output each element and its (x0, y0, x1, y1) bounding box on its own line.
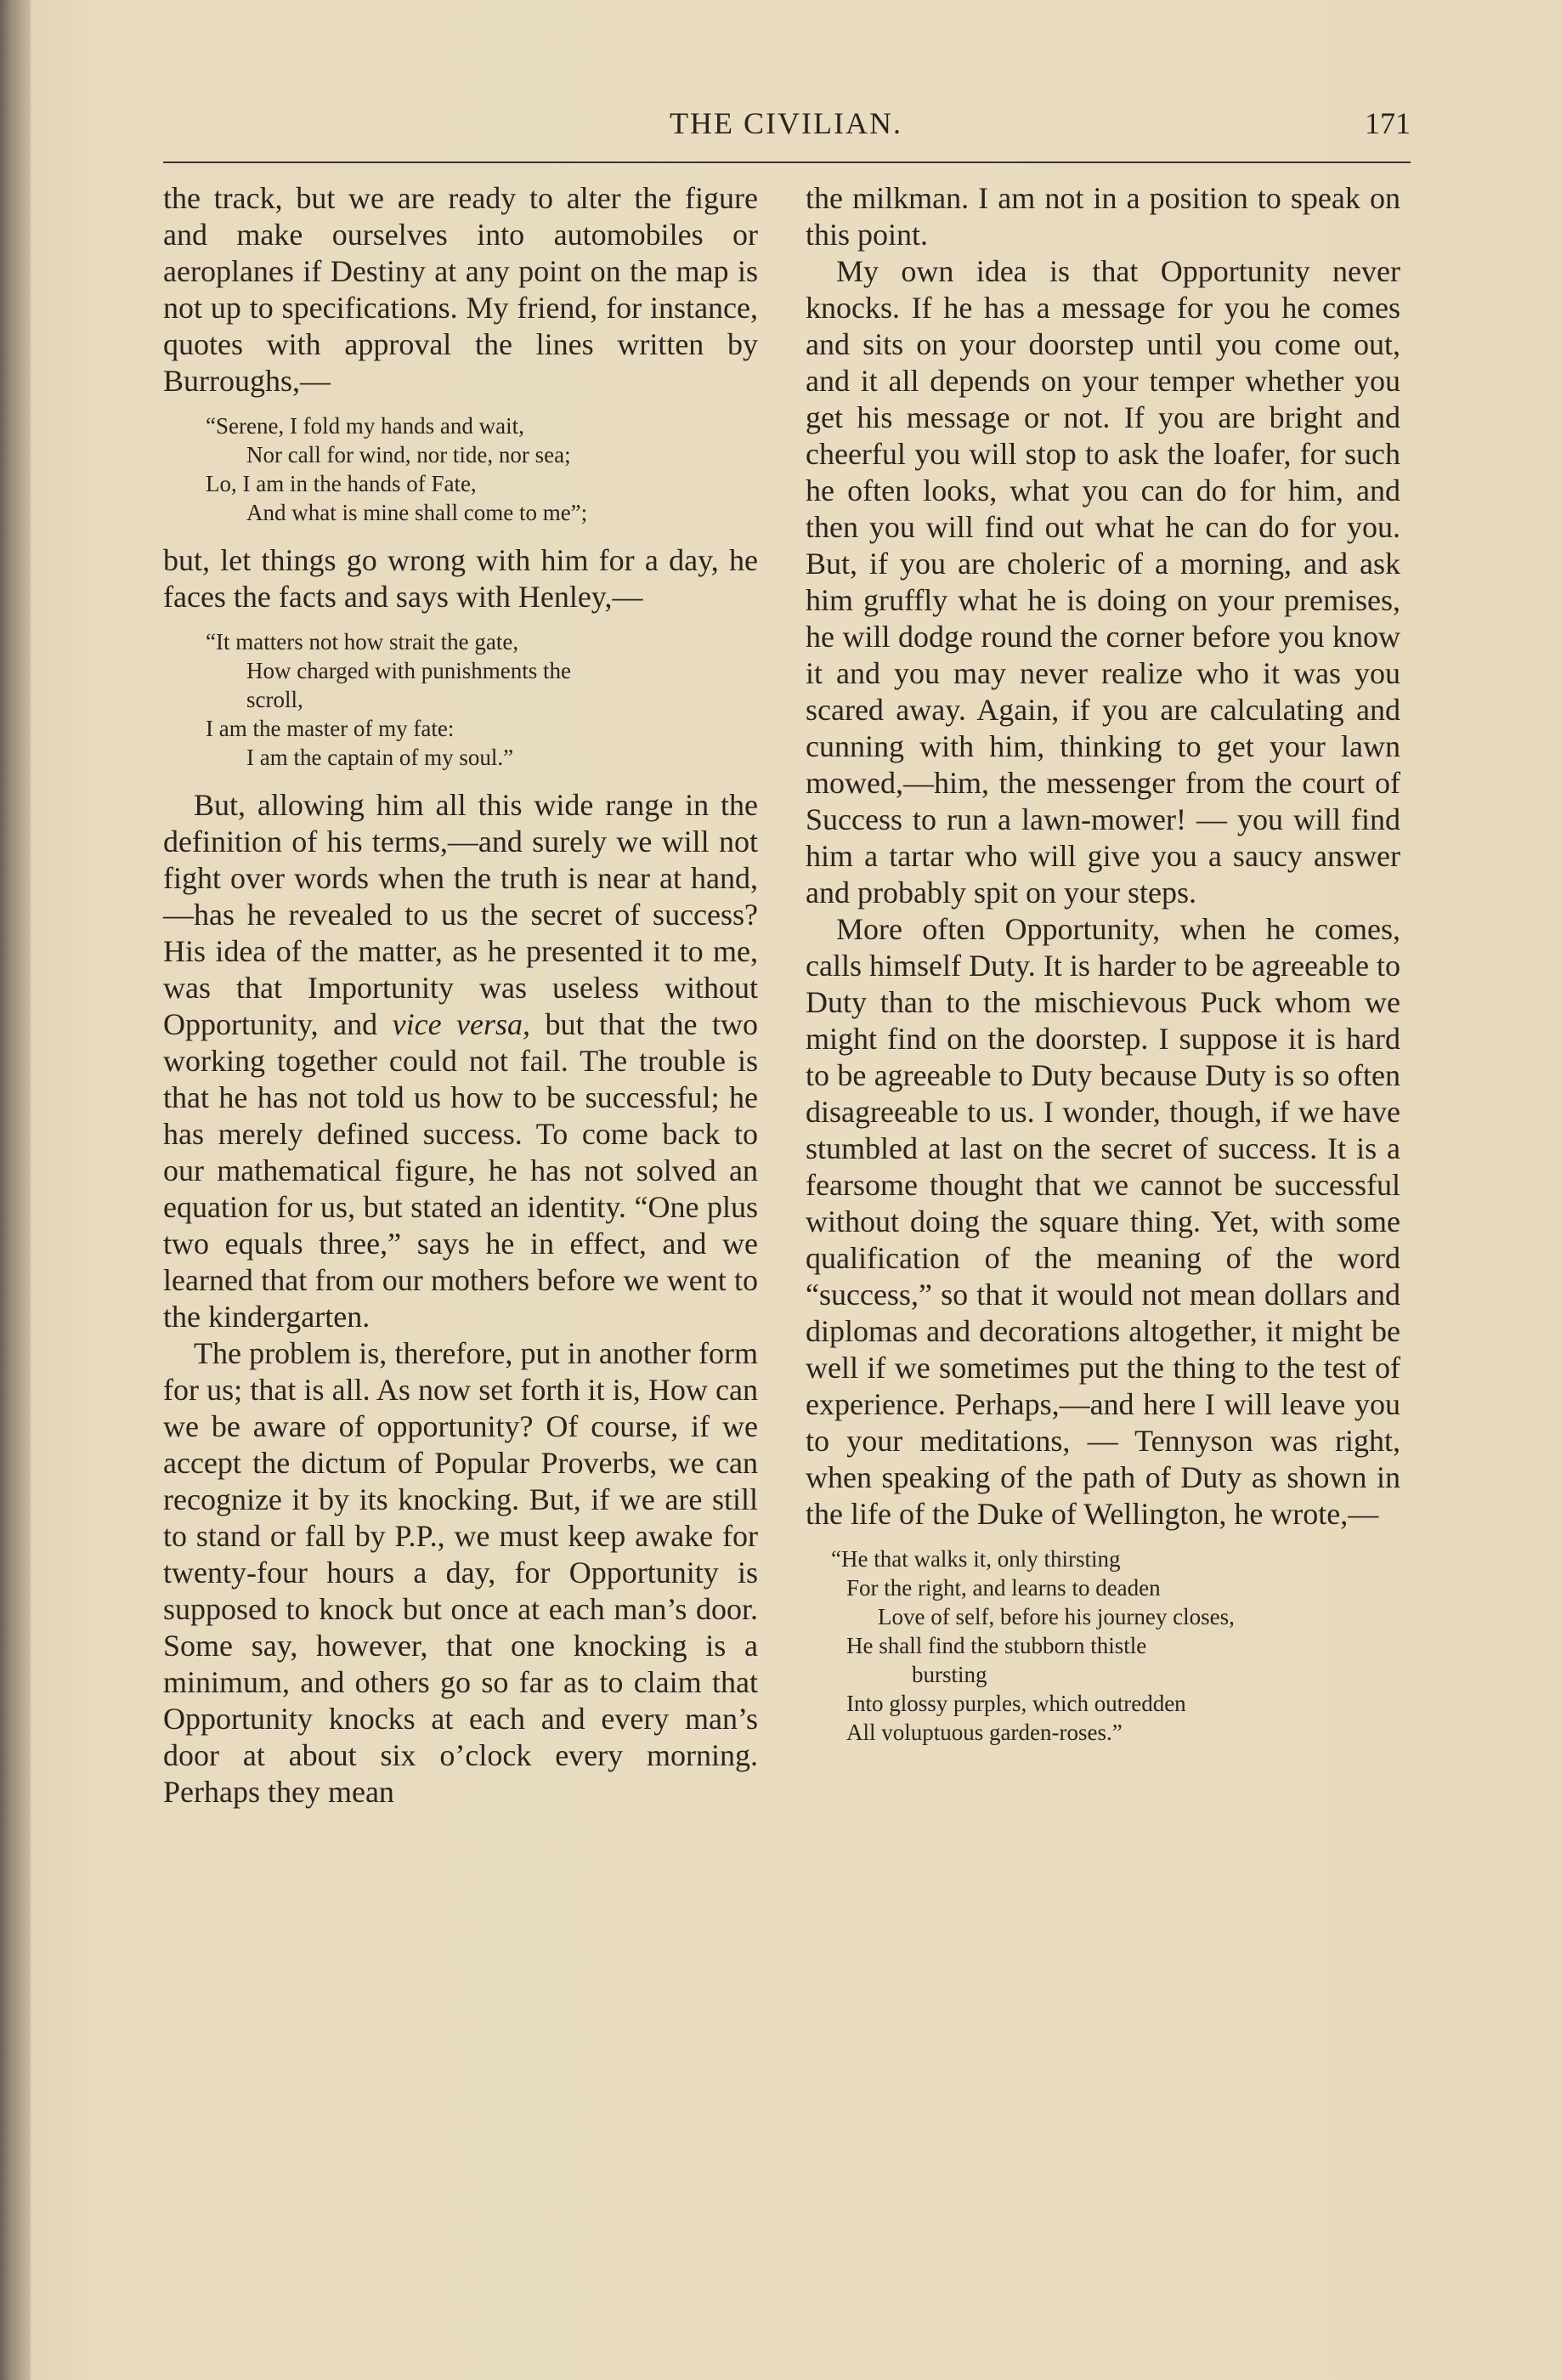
text-run: But, allowing him all this wide range in the definition of his terms,—and surely we will not fight over words when the truth is near at hand,—has he revealed to us the secret of success? His idea of the matter, as he presented it to me, was that Importunity was useless without Opportunity, and (163, 788, 758, 1041)
poem-line: He shall find the stubborn thistle (846, 1633, 1147, 1658)
left-column (163, 180, 758, 1810)
header-rule (163, 162, 1411, 163)
poem-line: “Serene, I fold my hands and wait, (206, 413, 524, 439)
poem-line: All voluptuous garden-roses.” (846, 1720, 1123, 1745)
poem-tennyson (831, 1544, 1400, 1747)
paragraph: The problem is, therefore, put in another form for us; that is all. As now set forth it is, How can we be aware of opportunity? Of course, if we accept the dictum of Popular Proverbs, we can recognize it by its knocking. But, if we are still to stand or fall by P.P., we must keep awake for twenty-four hours a day, for Opportunity is supposed to knock but once at each man’s door. Some say, however, that one knocking is a minimum, and others go so far as to claim that Opportunity knocks at each and every man’s door at about six o’clock every morning. Perhaps they mean (163, 1336, 758, 1809)
page-number: 171 (1365, 106, 1411, 140)
paragraph: but, let things go wrong with him for a day, he faces the facts and says with Henley,— (163, 543, 758, 614)
paragraph: the milkman. I am not in a position to speak on this point. (806, 181, 1400, 252)
italic-text: vice versa, (392, 1007, 531, 1041)
poem-line: Nor call for wind, nor tide, nor sea; (246, 442, 571, 468)
poem-line: How charged with punishments the (246, 658, 571, 683)
running-head (161, 102, 1411, 153)
poem-line: bursting (912, 1662, 987, 1687)
paragraph: My own idea is that Opportunity never knocks. If he has a message for you he comes and sits on your doorstep until you come out, and it all depends on your temper whether you get his message or not. If you are bright and cheerful you will stop to ask the loafer, for such he often looks, what you can do for him, and then you will find out what he can do for you. But, if you are choleric of a morning, and ask him gruffly what he is doing on your premises, he will dodge round the corner before you know it and you may never realize who it was you scared away. Again, if you are calculating and cunning with him, thinking to get your lawn mowed,—him, the messenger from the court of Success to run a lawn-mower! — you will find him a tartar who will give you a saucy answer and probably spit on your steps. (806, 254, 1400, 910)
right-column (806, 180, 1400, 1762)
poem-henley (206, 627, 758, 772)
book-spine-shadow (0, 0, 31, 2380)
paragraph: the track, but we are ready to alter the figure and make ourselves into automobiles or aeroplanes if Destiny at any point on the map is not up to specifications. My friend, for instance, quotes with approval the lines written by Burroughs,— (163, 181, 758, 398)
poem-line: I am the master of my fate: (206, 716, 455, 741)
poem-line: Into glossy purples, which outredden (846, 1691, 1186, 1716)
poem-burroughs (206, 411, 758, 527)
poem-line: scroll, (246, 687, 303, 712)
poem-line: I am the captain of my soul.” (246, 745, 514, 770)
text-run: but that the two working together could not fail. The trouble is that he has not told us how to be successful; he has merely defined success. To come back to our mathematical figure, he has not solved an equation for us, but stated an identity. “One plus two equals three,” says he in effect, and we learned that from our mothers before we went to the kindergarten. (163, 1007, 758, 1334)
poem-line: And what is mine shall come to me”; (246, 500, 588, 525)
poem-line: For the right, and learns to deaden (846, 1575, 1161, 1601)
poem-line: “He that walks it, only thirsting (831, 1546, 1121, 1572)
poem-line: Lo, I am in the hands of Fate, (206, 471, 477, 496)
page-title: THE CIVILIAN. (670, 106, 902, 140)
poem-line: “It matters not how strait the gate, (206, 629, 519, 654)
paragraph: More often Opportunity, when he comes, calls himself Duty. It is harder to be agreeable to Duty than to the mischievous Puck whom we might find on the doorstep. I suppose it is hard to be agreeable to Duty because Duty is so often disagreeable to us. I wonder, though, if we have stumbled at last on the secret of success. It is a fearsome thought that we cannot be successful without doing the square thing. Yet, with some qualification of the meaning of the word “success,” so that it would not mean dollars and diplomas and decorations altogether, it might be well if we sometimes put the thing to the test of experience. Perhaps,—and here I will leave you to your meditations, — Tennyson was right, when speaking of the path of Duty as shown in the life of the Duke of Wellington, he wrote,— (806, 912, 1400, 1531)
poem-line: Love of self, before his journey closes, (878, 1604, 1235, 1629)
paragraph (163, 787, 758, 1335)
